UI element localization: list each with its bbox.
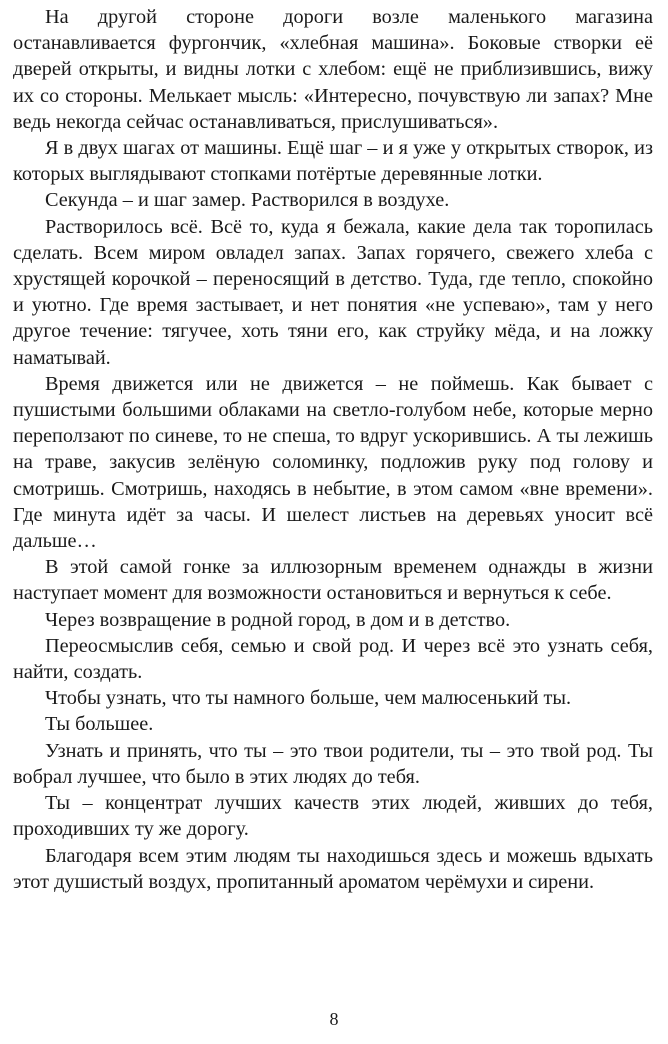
paragraph: Ты – концентрат лучших качеств этих людей, живших до тебя, проходивших ту же дорогу.: [13, 792, 653, 841]
paragraph: Ты большее.: [45, 713, 154, 736]
paragraph: Узнать и принять, что ты – это твои родители, ты – это твой род. Ты вобрал лучшее, что было в этих людях до тебя.: [13, 739, 653, 788]
paragraph: На другой стороне дороги возле маленького магазина останавливается фургончик, «хлебная машина». Боковые створки её дверей открыты, и видны лотки с хлебом: ещё не приблизившись, вижу их со стороны. Мелькает мысль: «Интересно, почувствую ли запах? Мне ведь некогда сейчас останавливаться, прислушиваться».: [13, 6, 653, 133]
paragraph: Я в двух шагах от машины. Ещё шаг – и я уже у открытых створок, из которых выглядывают стопками потёртые деревянные лотки.: [13, 137, 653, 186]
paragraph: Секунда – и шаг замер. Растворился в воздухе.: [45, 189, 450, 212]
paragraph: Через возвращение в родной город, в дом и в детство.: [45, 608, 511, 631]
page-body: [13, 4, 653, 895]
paragraph: Благодаря всем этим людям ты находишься здесь и можешь вдыхать этот душистый воздух, пропитанный ароматом черёмухи и сирени.: [13, 844, 653, 893]
paragraph: Чтобы узнать, что ты намного больше, чем малюсенький ты.: [45, 687, 572, 710]
page-number: 8: [329, 1009, 339, 1029]
paragraph: Переосмыслив себя, семью и свой род. И через всё это узнать себя, найти, создать.: [13, 634, 653, 684]
paragraph: В этой самой гонке за иллюзорным временем однажды в жизни наступает момент для возможности остановиться и вернуться к себе.: [13, 556, 653, 605]
paragraph: Время движется или не движется – не поймешь. Как бывает с пушистыми большими облаками на светло-голубом небе, которые мерно переползают по синеве, то не спеша, то вдруг ускорившись. А ты лежишь на траве, закусив зелёную соломинку, подложив руку под голову и смотришь. Смотришь, находясь в небытие, в этом самом «вне времени». Где минута идёт за часы. И шелест листьев на деревьях уносит всё дальше…: [13, 372, 653, 553]
paragraph: Растворилось всё. Всё то, куда я бежала, какие дела так торопилась сделать. Всем миром овладел запах. Запах горячего, свежего хлеба с хрустящей корочкой – переносящий в детство. Туда, где тепло, спокойно и уютно. Где время застывает, и нет понятия «не успеваю», там у него другое течение: тягучее, хоть тяни его, как струйку мёда, и на ложку наматывай.: [13, 215, 653, 369]
